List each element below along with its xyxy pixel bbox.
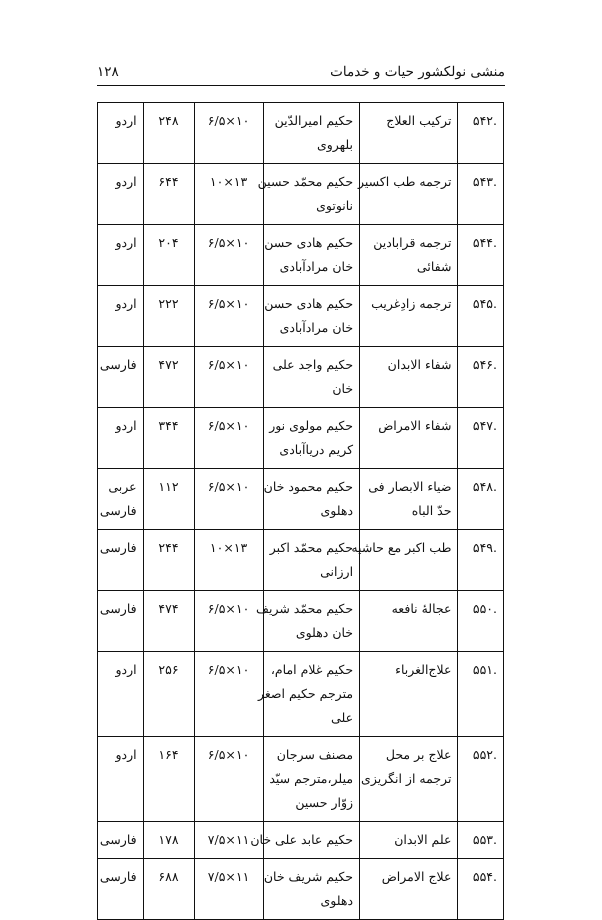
book-title-cell (357, 164, 458, 225)
language-cell (98, 822, 144, 859)
entry-number-cell (458, 652, 504, 737)
book-title-cell (360, 859, 458, 920)
language-line: عربی (108, 479, 137, 494)
table-row (98, 347, 504, 408)
author-name-cell (257, 652, 359, 737)
book-title-cell (360, 469, 458, 530)
book-title-line: علاج بر محل (385, 747, 452, 762)
page-size: ۱۰×۶/۵ (207, 601, 250, 616)
book-title-cell (360, 286, 458, 347)
page-size-cell (195, 652, 263, 737)
author-name-line: میلر،مترجم سیّد (269, 771, 354, 786)
entry-number-cell (458, 822, 504, 859)
book-title-cell (360, 822, 458, 859)
page-size-cell (195, 347, 263, 408)
page-size-cell (195, 286, 263, 347)
header-rule (97, 85, 505, 86)
book-title-line: شفائی (416, 259, 452, 274)
table-row (98, 164, 504, 225)
author-name-line: حکیم شریف خان (263, 869, 354, 884)
entry-number-cell (458, 225, 504, 286)
page-count: ۱۷۸ (158, 832, 179, 847)
page-count: ۳۴۴ (158, 418, 179, 433)
page-size-cell (195, 103, 263, 164)
book-title-line: شفاء الامراض (378, 418, 452, 433)
table-row (98, 652, 504, 737)
author-name-line: حکیم غلام امام، (270, 662, 354, 677)
entry-number: .۵۴۳ (472, 174, 497, 189)
author-name-cell (250, 822, 359, 859)
author-name-line: خان مرادآبادی (279, 259, 354, 274)
page-size: ۱۰×۶/۵ (207, 747, 250, 762)
author-name-line: حکیم هادی حسن (264, 296, 354, 311)
page-size-cell (195, 164, 263, 225)
entry-number: .۵۵۳ (472, 832, 497, 847)
page-size-cell (195, 859, 263, 920)
author-name-line: حکیم محمّد اکبر (269, 540, 354, 555)
entry-number: .۵۵۴ (472, 869, 497, 884)
page-count-cell (143, 822, 195, 859)
book-title-cell (351, 530, 458, 591)
page-size-cell (195, 737, 263, 822)
author-name-cell (263, 408, 359, 469)
author-name-line: خان دهلوی (295, 625, 354, 640)
page-size: ۱۰×۶/۵ (207, 235, 250, 250)
page-size: ۱۰×۶/۵ (207, 296, 250, 311)
author-name-cell (257, 164, 359, 225)
language-line: فارسی (99, 357, 137, 372)
page-count-cell (143, 652, 195, 737)
page-count: ۴۷۴ (158, 601, 179, 616)
author-name-cell (263, 737, 359, 822)
language-cell (98, 164, 144, 225)
entry-number: .۵۴۵ (472, 296, 497, 311)
entry-number: .۵۴۴ (472, 235, 497, 250)
book-title-line: ترجمه قرابادین (373, 235, 452, 250)
author-name-line: زوّار حسین (295, 795, 354, 810)
table-row (98, 737, 504, 822)
book-title-cell (360, 103, 458, 164)
page-count-cell (143, 286, 195, 347)
page-size: ۱۱×۷/۵ (207, 832, 250, 847)
language-line: اردو (115, 296, 137, 311)
language-cell (98, 859, 144, 920)
page-count: ۲۴۴ (158, 540, 179, 555)
author-name-line: ارزانی (320, 564, 354, 579)
author-name-cell (263, 286, 359, 347)
author-name-line: کریم دریاآبادی (279, 442, 354, 457)
language-line: فارسی (99, 540, 137, 555)
page-size: ۱۰×۶/۵ (207, 479, 250, 494)
author-name-cell (263, 225, 359, 286)
page-size-cell (195, 408, 263, 469)
book-title-line: ترجمه زادِغریب (371, 296, 452, 311)
book-title-line: شفاء الابدان (387, 357, 452, 372)
author-name-cell (263, 469, 359, 530)
entry-number-cell (458, 469, 504, 530)
page-size: ۱۳×۱۰ (209, 174, 248, 189)
page-size-cell (195, 469, 263, 530)
book-title-line: علاج‌الغرباء (395, 662, 452, 677)
page-count-cell (143, 469, 195, 530)
page-count: ۲۲۲ (158, 296, 179, 311)
page-count: ۶۴۴ (158, 174, 179, 189)
page-count-cell (143, 859, 195, 920)
entry-number: .۵۴۶ (472, 357, 497, 372)
author-name-line: مترجم حکیم اصغر (257, 686, 354, 701)
language-line: اردو (115, 662, 137, 677)
author-name-cell (263, 103, 359, 164)
book-title-cell (360, 652, 458, 737)
book-title-cell (360, 737, 458, 822)
author-name-line: مصنف سرجان (276, 747, 354, 762)
author-name-line: نانوتوی (316, 198, 354, 213)
author-name-line: حکیم محمّد حسین (257, 174, 354, 189)
language-cell (98, 469, 144, 530)
language-line: فارسی (99, 601, 137, 616)
table-row (98, 859, 504, 920)
language-cell (98, 652, 144, 737)
table-row (98, 225, 504, 286)
book-title-line: ترجمه طب اکسیر (357, 174, 452, 189)
author-name-line: بلهروی (316, 137, 354, 152)
author-name-line: حکیم عابد علی خان (250, 832, 354, 847)
language-line: اردو (115, 174, 137, 189)
entry-number-cell (458, 591, 504, 652)
entry-number-cell (458, 530, 504, 591)
author-name-line: حکیم محمود خان (263, 479, 354, 494)
book-title-line: حدّ الباه (411, 503, 452, 518)
entry-number: .۵۵۰ (472, 601, 497, 616)
language-line: فارسی (99, 503, 137, 518)
author-name-line: علی (331, 710, 354, 725)
page-size: ۱۰×۶/۵ (207, 113, 250, 128)
page-size: ۱۰×۶/۵ (207, 357, 250, 372)
author-name-line: حکیم محمّد شریف (256, 601, 354, 616)
language-cell (98, 286, 144, 347)
page-number: ۱۲۸ (97, 64, 119, 80)
page-count-cell (143, 408, 195, 469)
language-line: فارسی (99, 869, 137, 884)
page-size-cell (195, 225, 263, 286)
author-name-cell (256, 591, 359, 652)
page-size: ۱۱×۷/۵ (207, 869, 250, 884)
table-row (98, 591, 504, 652)
language-cell (98, 591, 144, 652)
entry-number-cell (458, 347, 504, 408)
author-name-cell (263, 530, 359, 591)
book-title-line: عجالهٔ نافعه (391, 601, 452, 616)
entry-number-cell (458, 408, 504, 469)
book-title-cell (360, 591, 458, 652)
author-name-line: حکیم هادی حسن (264, 235, 354, 250)
running-title: منشی نولکشور حیات و خدمات (330, 64, 505, 80)
book-title-line: ترکیب العلاج (386, 113, 452, 128)
author-name-line: دهلوی (320, 503, 354, 518)
page-size-cell (195, 530, 263, 591)
entry-number: .۵۴۸ (472, 479, 497, 494)
entry-number-cell (458, 859, 504, 920)
entry-number-cell (458, 286, 504, 347)
page-count: ۶۸۸ (158, 869, 179, 884)
language-cell (98, 737, 144, 822)
entry-number: .۵۵۱ (472, 662, 497, 677)
page-count-cell (143, 347, 195, 408)
language-cell (98, 225, 144, 286)
table-row (98, 530, 504, 591)
book-title-cell (360, 347, 458, 408)
page-count: ۲۵۶ (158, 662, 179, 677)
language-line: اردو (115, 747, 137, 762)
author-name-line: حکیم مولوی نور (269, 418, 354, 433)
author-name-line: خان (332, 381, 354, 396)
author-name-line: حکیم واجد علی (272, 357, 354, 372)
language-line: اردو (115, 113, 137, 128)
table-row (98, 103, 504, 164)
page-size: ۱۰×۶/۵ (207, 418, 250, 433)
table-row (98, 469, 504, 530)
entry-number: .۵۵۲ (472, 747, 497, 762)
language-line: فارسی (99, 832, 137, 847)
book-title-cell (360, 408, 458, 469)
author-name-line: خان مرادآبادی (279, 320, 354, 335)
page-count-cell (143, 737, 195, 822)
entry-number: .۵۴۷ (472, 418, 497, 433)
page-size: ۱۳×۱۰ (209, 540, 248, 555)
page-count-cell (143, 530, 195, 591)
page-count: ۲۰۴ (158, 235, 179, 250)
entry-number-cell (458, 164, 504, 225)
book-title-line: طب اکبر مع حاشیه (351, 540, 452, 555)
page-count-cell (143, 164, 195, 225)
book-title-cell (360, 225, 458, 286)
book-title-line: ترجمه از انگریزی (361, 771, 452, 786)
language-line: اردو (115, 235, 137, 250)
book-title-line: علم الابدان (394, 832, 452, 847)
table-row (98, 822, 504, 859)
page-count-cell (143, 225, 195, 286)
author-name-line: دهلوی (320, 893, 354, 908)
entry-number-cell (458, 737, 504, 822)
page-header (97, 62, 505, 84)
table-row (98, 286, 504, 347)
author-name-cell (263, 859, 359, 920)
page-count-cell (143, 591, 195, 652)
catalog-table (97, 102, 504, 920)
entry-number-cell (458, 103, 504, 164)
language-cell (98, 347, 144, 408)
page-count: ۲۴۸ (158, 113, 179, 128)
catalog-table-body (98, 103, 504, 920)
page-size: ۱۰×۶/۵ (207, 662, 250, 677)
language-cell (98, 408, 144, 469)
table-row (98, 408, 504, 469)
language-line: اردو (115, 418, 137, 433)
page-count: ۱۶۴ (158, 747, 179, 762)
language-cell (98, 530, 144, 591)
book-title-line: ضیاء الابصار فی (368, 479, 452, 494)
author-name-cell (263, 347, 359, 408)
book-title-line: علاج الامراض (381, 869, 452, 884)
author-name-line: حکیم امیرالدّین (274, 113, 354, 128)
page-size-cell (195, 591, 263, 652)
language-cell (98, 103, 144, 164)
page-count: ۱۱۲ (158, 479, 179, 494)
entry-number: .۵۴۹ (472, 540, 497, 555)
page-count: ۴۷۲ (158, 357, 179, 372)
entry-number: .۵۴۲ (472, 113, 497, 128)
page-count-cell (143, 103, 195, 164)
